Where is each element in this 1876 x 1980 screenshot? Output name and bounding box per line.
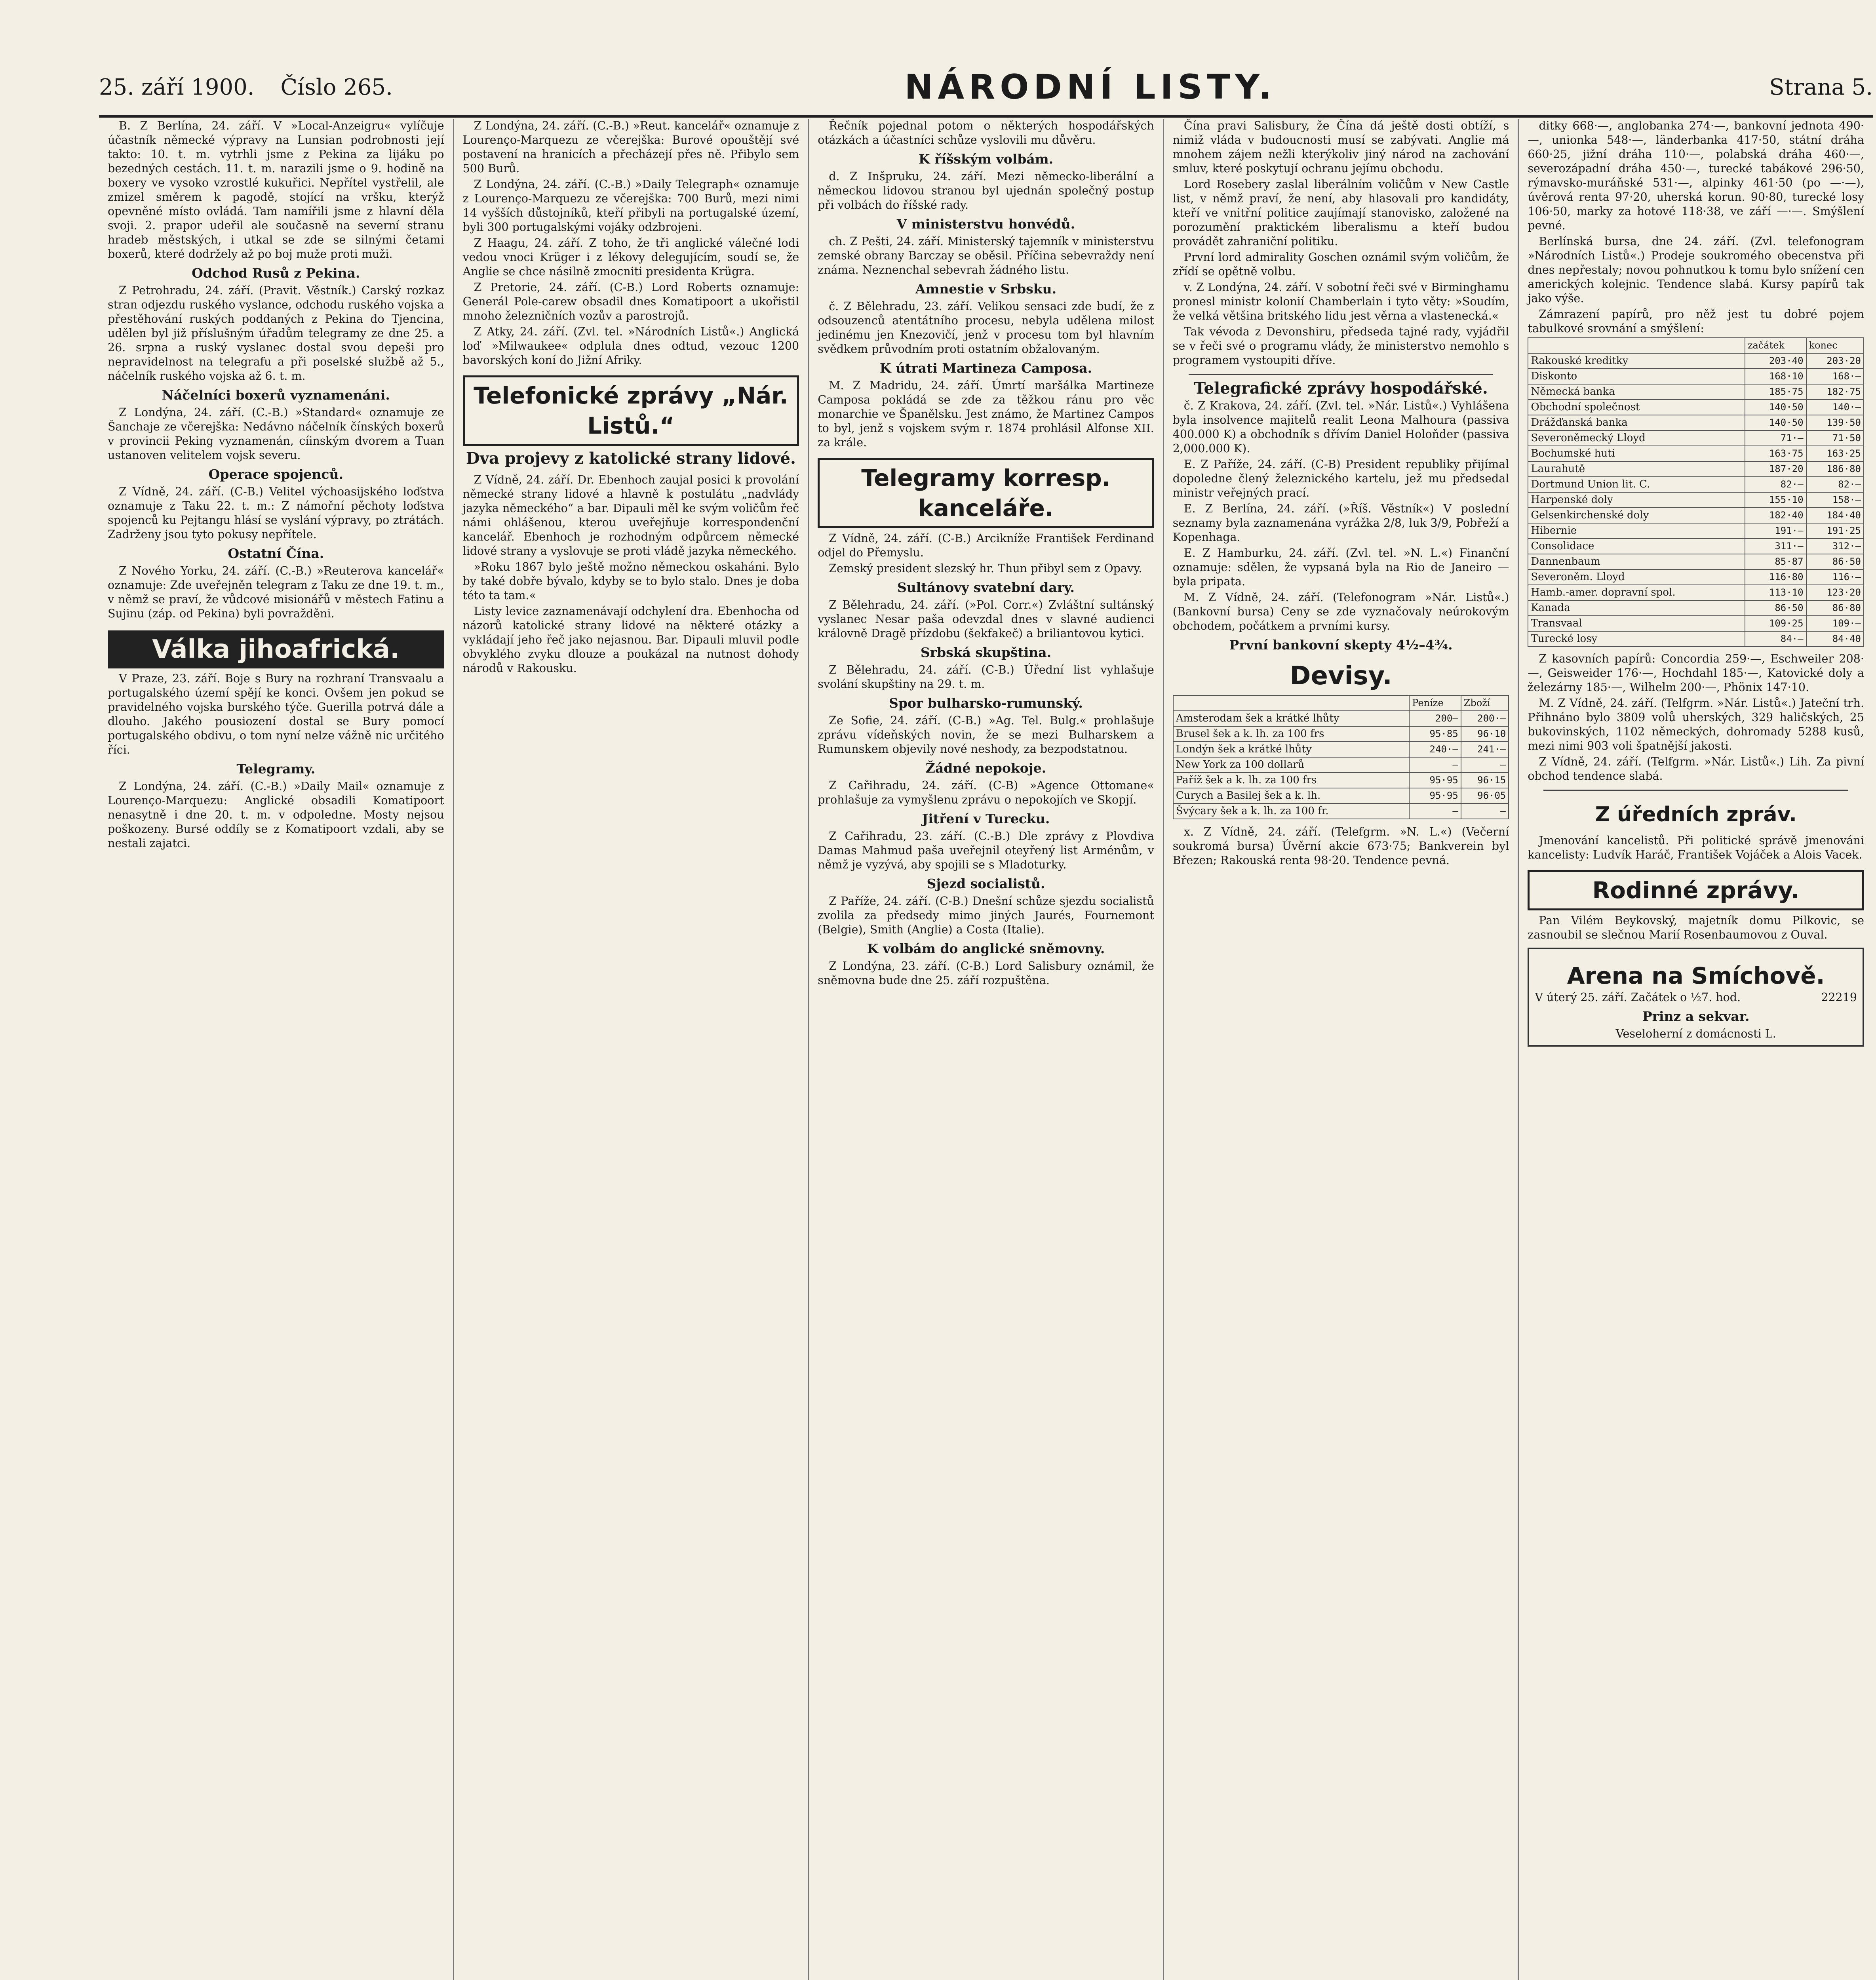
table-cell: —	[1409, 757, 1461, 773]
article-text: Z Vídně, 24. září. (C-B.) Arcikníže František Ferdinand odjel do Přemyslu.	[818, 532, 1154, 559]
article-text: M. Z Vídně, 24. září. (Telfgrm. »Nár. Listů«.) Jateční trh. Přihnáno bylo 3809 volů uherských, 329 haličských, 25 bukovinských, 1102 německých, dohromady 5288 kusů, mezi nimi 903 voli špatnější jakosti.	[1528, 697, 1864, 752]
arena-title: Arena na Smíchově.	[1567, 962, 1825, 989]
table-cell: 84·—	[1745, 631, 1806, 647]
table-cell: 95·95	[1409, 788, 1461, 803]
article-text: Pan Vilém Beykovský, majetník domu Pilkovic, se zasnoubil se slečnou Marií Rosenbaumovou z Ouval.	[1528, 914, 1864, 941]
table-cell: 71·—	[1745, 430, 1806, 446]
section-heading: Jitření v Turecku.	[922, 811, 1050, 826]
table-row	[1528, 369, 1864, 384]
article-text: Z Londýna, 24. září. (C.-B.) »Daily Mail« oznamuje z Lourenço-Marquezu: Anglické obsadili Komatipoort nenasytně i dne 20. t. m. v odpoledne. Mosty nejsou poškozeny. Bursé oddíly se z Komatipoort vzdali, aby se nestali zajatci.	[108, 780, 444, 850]
article-text: Z Atky, 24. září. (Zvl. tel. »Národních Listů«.) Anglická loď »Milwaukee« odplula dnes odtud, vezouc 1200 bavorských koní do Jižní Afriky.	[462, 325, 799, 367]
issue-info	[99, 74, 412, 100]
table-cell: Harpenské doly	[1528, 492, 1745, 508]
table-row	[1528, 446, 1864, 461]
article-text: M. Z Madridu, 24. září. Úmrtí maršálka Martineze Camposa pokládá se zde za těžkou ránu pro věc monarchie ve Španělsku. Jest známo, že Martinez Campos to byl, jenž s vojskem svým r. 1874 prohlásil Alfonse XII. za krále.	[818, 379, 1154, 449]
table-cell: Londýn šek a krátké lhůty	[1173, 742, 1410, 757]
section-heading: Spor bulharsko-rumunský.	[889, 695, 1083, 711]
table-cell: 312·—	[1806, 539, 1864, 554]
table-cell: 168·—	[1806, 369, 1864, 384]
table-cell: 158·—	[1806, 492, 1864, 508]
article-text: Z Paříže, 24. září. (C-B.) Dnešní schůze sjezdu socialistů zvolila za předsedy mimo jiných Jaurés, Fournemont (Belgie), Smith (Anglie) a Costa (Italie).	[818, 895, 1154, 936]
article-text: Listy levice zaznamenávají odchylení dra. Ebenhocha od názorů katolické strany lidové na některé otázky a vykládají jeho řeč jako nejasnou. Bar. Dipauli mluvil podle obvyklého zvyku dlouze a poukázal na nutnost dohody národů v Rakousku.	[462, 605, 799, 675]
table-cell: 203·40	[1745, 353, 1806, 369]
article-columns	[99, 119, 1873, 1980]
table-cell: 82·—	[1745, 477, 1806, 492]
table-row	[1173, 773, 1509, 788]
table-cell: 187·20	[1745, 461, 1806, 477]
arena-number: 22219	[1821, 991, 1857, 1004]
section-heading: Ostatní Čína.	[228, 546, 324, 561]
table-cell: Turecké losy	[1528, 631, 1745, 647]
table-row	[1528, 600, 1864, 616]
table-cell: Dannenbaum	[1528, 554, 1745, 569]
table-cell: 140·—	[1806, 400, 1864, 415]
article-text: Z kasovních papírů: Concordia 259·—, Eschweiler 208·—, Geisweider 176·—, Hochdahl 185·—, Katovické doly a železárny 185·—, Wilhelm 200·—, Phönix 147·10.	[1528, 652, 1864, 694]
article-text: Z Vídně, 24. září. Dr. Ebenhoch zaujal posici k provolání německé strany lidové a hlavně k postulátu „nadvlády jazyka německého“ a bar. Dipauli měl ke svým voličům řeč námi ohlášenou, kterou uveřejňuje korrespondenční kancelář. Ebenhoch je rozhodným odpůrcem německé lidové strany a vyslovuje se proti vládě jazyka německého.	[462, 473, 799, 558]
table-cell: Diskonto	[1528, 369, 1745, 384]
table-row	[1528, 461, 1864, 477]
table-cell: Kanada	[1528, 600, 1745, 616]
article-text: Z Cařihradu, 24. září. (C-B) »Agence Ottomane« prohlašuje za vymyšlenu zprávu o nepokojích ve Skopjí.	[818, 779, 1154, 806]
table-cell: Rakouské kreditky	[1528, 353, 1745, 369]
table-cell: Brusel šek a k. lh. za 100 frs	[1173, 726, 1410, 742]
issue-date: 25. září 1900.	[99, 74, 255, 100]
article-text: ch. Z Pešti, 24. září. Ministerský tajemník v ministerstvu zemské obrany Barczay se oběsil. Příčina sebevraždy není známa. Neznenchal sebevrah žádného listu.	[818, 235, 1154, 276]
table-cell: 84·40	[1806, 631, 1864, 647]
table-cell: 95·95	[1409, 773, 1461, 788]
column-5	[1519, 119, 1873, 1980]
table-cell: 109·—	[1806, 616, 1864, 631]
table-cell: 200—	[1409, 711, 1461, 726]
table-cell: 86·80	[1806, 600, 1864, 616]
article-text: č. Z Bělehradu, 23. září. Velikou sensaci zde budí, že z odsouzenců atentátního procesu, nebyla udělena milost jedinému jen Knezovičí, jenž v procesu tom byl hlavním svědkem průvodním proti ostatním obžalovaným.	[818, 300, 1154, 356]
arena-info-row	[1535, 990, 1857, 1005]
article-text: Z Vídně, 24. září. (Telfgrm. »Nár. Listů«.) Lih. Za pivní obchod tendence slabá.	[1528, 755, 1864, 782]
column-4	[1164, 119, 1519, 1980]
page-number: Strana 5.	[1769, 74, 1873, 100]
table-cell: 96·10	[1461, 726, 1509, 742]
article-text: Z Bělehradu, 24. září. (C-B.) Úřední list vyhlašuje svolání skupštiny na 29. t. m.	[818, 663, 1154, 691]
table-row	[1528, 477, 1864, 492]
table-cell: 184·40	[1806, 508, 1864, 523]
table-cell: 240·—	[1409, 742, 1461, 757]
table-cell: Severoněm. Lloyd	[1528, 569, 1745, 585]
subheadline: Dva projevy z katolické strany lidové.	[466, 449, 796, 468]
table-cell: Švýcary šek a k. lh. za 100 fr.	[1173, 803, 1410, 819]
article-text: č. Z Krakova, 24. září. (Zvl. tel. »Nár. Listů«.) Vyhlášena byla insolvence majitelů realit Leona Malhoura (passiva 400.000 K) a obchodník s dřívím Daniel Holoňder (passiva 2,000.000 K).	[1172, 399, 1509, 455]
table-cell: 191·25	[1806, 523, 1864, 539]
section-heading: V ministerstvu honvédů.	[896, 216, 1075, 232]
article-text: d. Z Inšpruku, 24. září. Mezi německo-liberální a německou lidovou stranou byl ujednán společný postup při volbách do říšské rady.	[818, 170, 1154, 211]
table-header-cell: Peníze	[1409, 695, 1461, 711]
table-row	[1528, 539, 1864, 554]
war-headline: Válka jihoafrická.	[108, 630, 444, 668]
table-cell: 163·75	[1745, 446, 1806, 461]
article-text: Z Londýna, 24. září. (C.-B.) »Reut. kancelář« oznamuje z Lourenço-Marquezu ze včerejška: Burové opouštějí své postavení na hranicích a přecházejí přes ně. Přibylo sem 500 Burů.	[462, 119, 799, 175]
section-heading: K říšským volbám.	[918, 151, 1054, 167]
table-cell: Severoněmecký Lloyd	[1528, 430, 1745, 446]
devisy-table	[1173, 695, 1509, 819]
article-text: M. Z Vídně, 24. září. (Telefonogram »Nár. Listů«.) (Bankovní bursa) Ceny se zde vyznačovaly neúrokovým obchodem, počátkem a prvními kursy.	[1172, 591, 1509, 632]
table-cell: Obchodní společnost	[1528, 400, 1745, 415]
article-text: E. Z Hamburku, 24. září. (Zvl. tel. »N. L.«) Finanční oznamuje: sdělen, že vypsaná byla na Rio de Janeiro — byla pripata.	[1172, 546, 1509, 588]
table-row	[1528, 616, 1864, 631]
table-cell: 82·—	[1806, 477, 1864, 492]
section-heading: Žádné nepokoje.	[925, 760, 1046, 776]
article-text: E. Z Paříže, 24. září. (C-B) President republiky přijímal dopoledne člený železnického kartelu, jež mu předsedal ministr veřejných prací.	[1172, 458, 1509, 499]
article-text: Z Londýna, 24. září. (C.-B.) »Daily Telegraph« oznamuje z Lourenço-Marquezu ze včerejška: 700 Burů, mezi nimi 14 vyšších důstojníků, kteří přibyli na portugalské území, byli 300 portugalskými vojáky odzbrojeni.	[462, 178, 799, 234]
table-row	[1173, 803, 1509, 819]
table-row	[1528, 569, 1864, 585]
table-cell: 140·50	[1745, 415, 1806, 430]
article-text: Z Londýna, 23. září. (C-B.) Lord Salisbury oznámil, že sněmovna bude dne 25. září rozpuštěna.	[818, 960, 1154, 987]
section-heading: Amnestie v Srbsku.	[915, 281, 1057, 297]
table-cell: 123·20	[1806, 585, 1864, 600]
table-cell: —	[1461, 757, 1509, 773]
article-text: ditky 668·—, anglobanka 274·—, bankovní jednota 490·—, unionka 548·—, länderbanka 417·50, státní dráha 660·25, jižní dráha 110·—, polabská dráha 460·—, severozápadní dráha 450·—, turecké tabákové 296·50, rýmavsko-muráňské 531·—, alpinky 461·50 (po —·—), úvěrová renta 97·20, uherská korun. 90·80, turecké losy 106·50, marky za hotové 118·38, ve září —·—. Smýšlení pevné.	[1528, 119, 1864, 232]
table-cell: 168·10	[1745, 369, 1806, 384]
bank-credit-line: První bankovní skepty 4½–4¾.	[1229, 637, 1453, 653]
table-cell: 116·—	[1806, 569, 1864, 585]
table-header-cell	[1173, 695, 1410, 711]
economy-headline: Telegrafické zprávy hospodářské.	[1194, 379, 1488, 398]
table-cell: Laurahutě	[1528, 461, 1745, 477]
table-cell: 113·10	[1745, 585, 1806, 600]
table-cell: 311·—	[1745, 539, 1806, 554]
table-cell: 163·25	[1806, 446, 1864, 461]
table-cell: 86·50	[1745, 600, 1806, 616]
section-heading: Telegramy.	[236, 761, 316, 777]
table-cell: 203·20	[1806, 353, 1864, 369]
article-text: Z Petrohradu, 24. září. (Pravit. Věstník.) Carský rozkaz stran odjezdu ruského vyslance, odchodu ruského vojska a přestěhování ruských poddaných z Pekina do Tjencina, udělen byl již příslušným úřadům telegramy ze dne 25. a 26. srpna a ruský vyslanec dostal svou depeši pro nepravidelnost na telegrafu a při poselské službě až 5., náčelník ruského vojska až 6. t. m.	[108, 284, 444, 383]
table-cell: Bochumské huti	[1528, 446, 1745, 461]
column-1	[99, 119, 454, 1980]
table-cell: Dortmund Union lit. C.	[1528, 477, 1745, 492]
table-cell: Transvaal	[1528, 616, 1745, 631]
article-text: Z Cařihradu, 23. září. (C.-B.) Dle zprávy z Plovdiva Damas Mahmud paša uveřejnil oteyřený list Arménům, v němž je vyzývá, aby spojili se s Mladoturky.	[818, 830, 1154, 871]
article-text: Ze Sofie, 24. září. (C-B.) »Ag. Tel. Bulg.« prohlašuje zprávu vídeňských novin, že se mezi Bulharskem a Rumunskem objevily nové neshody, za bezpodstatnou.	[818, 714, 1154, 756]
market-table-body	[1528, 353, 1864, 647]
article-text: Z Bělehradu, 24. září. (»Pol. Corr.«) Zvláštní sultánský vyslanec Nesar paša odevzdal dnes v slavné audienci královně Dragě přízdobu (šekfakeč) a briliantovou kytici.	[818, 598, 1154, 640]
table-row	[1528, 384, 1864, 400]
section-heading: Operace spojenců.	[208, 466, 343, 482]
table-cell: Consolidace	[1528, 539, 1745, 554]
article-text: Čína pravi Salisbury, že Čína dá ještě dosti obtíží, s nimiž vláda v budoucnosti musí se zabývati. Anglie má mnohem zájem nežli kterýkoliv jiný národ na zachování smluv, které poskytují ochranu jejímu obchodu.	[1172, 119, 1509, 175]
table-header-row	[1173, 695, 1509, 711]
divider	[1189, 374, 1494, 375]
table-cell: 95·85	[1409, 726, 1461, 742]
telephone-news-headline: Telefonické zprávy „Nár. Listů.“	[463, 375, 799, 446]
table-row	[1173, 711, 1509, 726]
divider	[1543, 790, 1848, 791]
article-text: Z Haagu, 24. září. Z toho, že tři anglické válečné lodi vedou vnoci Krüger i z lékovy delegujícím, soudí se, že Anglie se chce násilně zmocniti presidenta Krügra.	[462, 236, 799, 278]
table-row	[1528, 631, 1864, 647]
article-text: Z Vídně, 24. září. (C-B.) Velitel výchoasijského loďstva oznamuje z Taku 22. t. m.: Z námořní pěchoty loďstva spojenců ku Pejtangu hlásí se vyslání výpravy, po ztrátách. Zadrženy jsou tyto pokusy nepřítele.	[108, 485, 444, 541]
table-row	[1528, 415, 1864, 430]
table-cell: 96·05	[1461, 788, 1509, 803]
table-row	[1528, 353, 1864, 369]
section-heading: Sultánovy svatební dary.	[897, 580, 1075, 595]
table-cell: 139·50	[1806, 415, 1864, 430]
article-text: Zemský president slezský hr. Thun přibyl sem z Opavy.	[829, 562, 1142, 575]
table-row	[1173, 788, 1509, 803]
section-heading: Náčelníci boxerů vyznamenáni.	[162, 387, 390, 403]
column-2	[454, 119, 809, 1980]
section-heading: Odchod Rusů z Pekina.	[192, 265, 360, 281]
table-cell: Gelsenkirchenské doly	[1528, 508, 1745, 523]
table-cell: Drážďanská banka	[1528, 415, 1745, 430]
telegram-headline: Telegramy korresp. kanceláře.	[818, 458, 1154, 528]
market-table	[1528, 337, 1864, 647]
table-cell: 86·50	[1806, 554, 1864, 569]
table-cell: 71·50	[1806, 430, 1864, 446]
official-news-headline: Z úředních zpráv.	[1595, 803, 1797, 826]
devisy-headline: Devisy.	[1290, 661, 1392, 691]
table-row	[1173, 742, 1509, 757]
table-cell: Curych a Basilej šek a k. lh.	[1173, 788, 1410, 803]
table-row	[1528, 585, 1864, 600]
table-cell: 140·50	[1745, 400, 1806, 415]
issue-number: Číslo 265.	[280, 74, 393, 100]
article-text: Z Nového Yorku, 24. září. (C.-B.) »Reuterova kancelář« oznamuje: Zde uveřejněn telegram z Taku ze dne 19. t. m., v němž se praví, že vůdcové misionářů v městech Fatinu a Sujinu (záp. od Pekina) byli povražděni.	[108, 564, 444, 620]
table-row	[1528, 554, 1864, 569]
article-text: v. Z Londýna, 24. září. V sobotní řeči své v Birminghamu pronesl ministr kolonií Chamberlain i tyto věty: »Soudím, že velká většina britského lidu jest věrna a vlastenecká.«	[1172, 281, 1509, 322]
arena-date: V úterý 25. září. Začátek o ½7. hod.	[1535, 991, 1741, 1004]
table-cell: 116·80	[1745, 569, 1806, 585]
table-cell: 186·80	[1806, 461, 1864, 477]
article-text: E. Z Berlína, 24. září. (»Říš. Věstník«) V poslední seznamy byla zaznamenána vyrážka 2/8, luk 3/9, Pobřeží a Kopenhaga.	[1172, 502, 1509, 544]
table-cell: 96·15	[1461, 773, 1509, 788]
section-heading: K volbám do anglické sněmovny.	[867, 941, 1105, 956]
table-cell: Amsterodam šek a krátké lhůty	[1173, 711, 1410, 726]
table-cell: 155·10	[1745, 492, 1806, 508]
article-text: x. Z Vídně, 24. září. (Telefgrm. »N. L.«) (Večerní soukromá bursa) Úvěrní akcie 673·75; Bankverein byl Březen; Rakouská renta 98·20. Tendence pevná.	[1172, 825, 1509, 867]
article-text: Z Pretorie, 24. září. (C-B.) Lord Roberts oznamuje: Generál Pole-carew obsadil dnes Komatipoort a ukořistil mnoho železničních vozův a parostrojů.	[462, 281, 799, 322]
article-text: B. Z Berlína, 24. září. V »Local-Anzeigru« vylíčuje účastník německé výpravy na Lunsian podrobnosti její takto: 10. t. m. vytrhli jsme z Pekina za lijáku po bezedných cestách. 11. t. m. narazili jsme o 9. hodině na boxery ve vysoko vzrostlé kukuřici. Nepřítel vystřelil, ale zmizel směrem k pagodě, stojící na vršku, kterýž opevněné místo ovládá. Tam namířili jsme z hlavní děla svoji. 2. prapor udeřil ale současně na severní stranu hradeb městských, i utkal se zde se silnými četami boxerů, které dodržely až po boj muže proti muži.	[108, 119, 444, 261]
table-cell: 200·—	[1461, 711, 1509, 726]
table-cell: —	[1461, 803, 1509, 819]
section-heading: Srbská skupština.	[920, 645, 1052, 660]
table-header-cell: konec	[1806, 338, 1864, 353]
devisy-table-body	[1173, 711, 1509, 819]
column-3	[809, 119, 1164, 1980]
table-row	[1528, 492, 1864, 508]
article-text: Zámrazení papírů, pro něž jest tu dobré pojem tabulkové srovnání a smýšlení:	[1528, 308, 1864, 335]
table-cell: 191·—	[1745, 523, 1806, 539]
table-row	[1528, 430, 1864, 446]
table-cell: 182·40	[1745, 508, 1806, 523]
table-cell: 241·—	[1461, 742, 1509, 757]
family-news-headline: Rodinné zprávy.	[1528, 870, 1864, 910]
masthead-title: NÁRODNÍ LISTY.	[904, 67, 1277, 107]
table-cell: New York za 100 dollarů	[1173, 757, 1410, 773]
table-cell: Hamb.-amer. dopravní spol.	[1528, 585, 1745, 600]
table-header-cell: začátek	[1745, 338, 1806, 353]
article-text: Berlínská bursa, dne 24. září. (Zvl. telefonogram »Národních Listů«.) Prodeje soukromého obecenstva při dnes nepřestaly; novou pohnutkou k tomu bylo snížení cen amerických kolejnic. Tendence slabá. Kursy papírů tak jako výše.	[1528, 235, 1864, 305]
table-cell: —	[1409, 803, 1461, 819]
table-cell: 185·75	[1745, 384, 1806, 400]
article-text: Řečník pojednal potom o některých hospodářských otázkách a účastníci schůze vyslovili mu důvěru.	[818, 119, 1154, 147]
article-text: První lord admirality Goschen oznámil svým voličům, že zřídí se opětně volbu.	[1172, 251, 1509, 278]
table-row	[1528, 508, 1864, 523]
arena-footer: Veseloherní z domácnosti L.	[1615, 1027, 1776, 1040]
article-text: V Praze, 23. září. Boje s Bury na rozhraní Transvaalu a portugalského území spějí ke konci. Ovšem jen pokud se pravidelného vojska burského týče. Guerilla potrvá dále a dlouho. Jakého pousiození dostal se Bury pomocí portugalského obdivu, o tom nyní nelze vážně nic určitého říci.	[108, 672, 444, 756]
table-header-cell	[1528, 338, 1745, 353]
table-cell: 182·75	[1806, 384, 1864, 400]
article-text: »Roku 1867 bylo ještě možno německou oskaháni. Bylo by také dobře bývalo, kdyby se to bylo stalo. Dnes je doba této ta tam.«	[462, 560, 799, 602]
table-cell: Hibernie	[1528, 523, 1745, 539]
article-text: Jmenování kancelistů. Při politické správě jmenováni kancelisty: Ludvík Haráč, František Vojáček a Alois Vacek.	[1528, 834, 1864, 861]
table-row	[1528, 523, 1864, 539]
table-cell: Německá banka	[1528, 384, 1745, 400]
article-text: Lord Rosebery zaslal liberálním voličům v New Castle list, v němž praví, že není, aby hlasovali pro kandidáty, kteří ve vnitřní politice zaujímají stanovisko, založené na porozumění praktickém liberalismu a kteří budou provádět zahraniční politiku.	[1172, 178, 1509, 248]
table-cell: 109·25	[1745, 616, 1806, 631]
table-row	[1173, 757, 1509, 773]
section-heading: Sjezd socialistů.	[927, 876, 1045, 891]
article-text: Tak vévoda z Devonshiru, předseda tajné rady, vyjádřil se v řeči své o programu vlády, že ministerstvo nemohlo s programem vystoupiti dříve.	[1172, 325, 1509, 367]
table-row	[1528, 400, 1864, 415]
table-cell: 85·87	[1745, 554, 1806, 569]
arena-play-title: Prinz a sekvar.	[1642, 1009, 1750, 1024]
arena-advertisement	[1528, 948, 1864, 1047]
section-heading: K útrati Martineza Camposa.	[879, 360, 1092, 376]
table-header-row	[1528, 338, 1864, 353]
table-cell: Paříž šek a k. lh. za 100 frs	[1173, 773, 1410, 788]
article-text: Z Londýna, 24. září. (C.-B.) »Standard« oznamuje ze Šanchaje ze včerejška: Nedávno náčelník čínských boxerů v provincii Peking vyznamenán, cíinským dvorem a Tuan ustanoven velitelem vojsk severu.	[108, 406, 444, 462]
table-row	[1173, 726, 1509, 742]
table-header-cell: Zboží	[1461, 695, 1509, 711]
page-header	[99, 59, 1873, 118]
